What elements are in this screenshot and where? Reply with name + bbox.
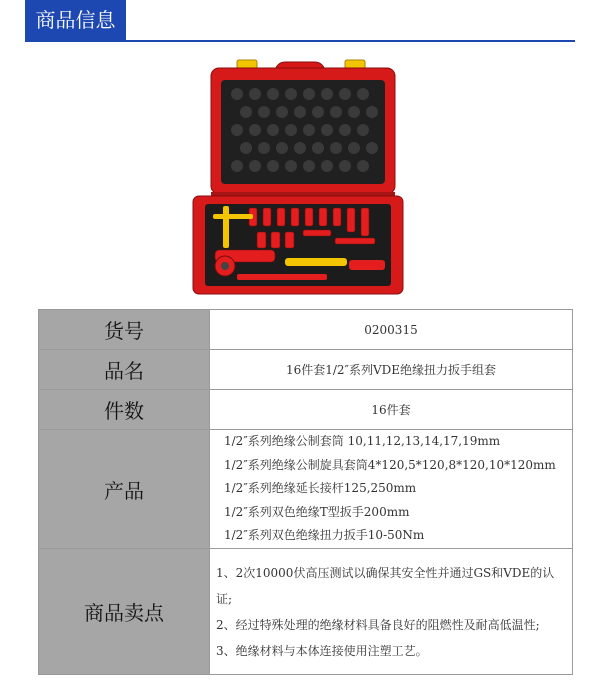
list-item: 2、经过特殊处理的绝缘材料具备良好的阻燃性及耐高低温性; — [216, 617, 540, 632]
product-name-value: 16件套1/2″系列VDE绝缘扭力扳手组套 — [210, 350, 573, 390]
selling-points-label: 商品卖点 — [39, 549, 210, 675]
spec-row-item-no — [39, 310, 573, 350]
section-header — [0, 0, 600, 42]
list-item: 1/2″系列双色绝缘T型扳手200mm — [224, 504, 410, 519]
list-item: 1/2″系列双色绝缘扭力扳手10-50Nm — [224, 528, 425, 543]
selling-points-cell — [210, 549, 573, 675]
item-no-label: 货号 — [39, 310, 210, 350]
spec-row-products — [39, 430, 573, 549]
header-divider — [25, 40, 575, 42]
list-item: 1/2″系列绝缘延长接杆125,250mm — [224, 481, 417, 496]
list-item: 1/2″系列绝缘公制旋具套筒4*120,5*120,8*120,10*120mm — [224, 457, 556, 472]
products-list-cell — [210, 430, 573, 549]
selling-points-list — [210, 556, 572, 668]
insulated-tool-kit-case-image — [185, 54, 413, 302]
spec-row-qty — [39, 390, 573, 430]
qty-label: 件数 — [39, 390, 210, 430]
list-item: 3、绝缘材料与本体连接使用注塑工艺。 — [216, 643, 428, 658]
list-item: 1/2″系列绝缘公制套筒 10,11,12,13,14,17,19mm — [224, 434, 501, 449]
section-title: 商品信息 — [25, 0, 126, 42]
spec-table — [38, 309, 573, 675]
products-list — [210, 430, 572, 548]
products-label: 产品 — [39, 430, 210, 549]
spec-row-name — [39, 350, 573, 390]
spec-row-selling — [39, 549, 573, 675]
list-item: 1、2次10000伏高压测试以确保其安全性并通过GS和VDE的认证; — [216, 565, 555, 606]
item-no-value: 0200315 — [210, 310, 573, 350]
qty-value: 16件套 — [210, 390, 573, 430]
product-name-label: 品名 — [39, 350, 210, 390]
